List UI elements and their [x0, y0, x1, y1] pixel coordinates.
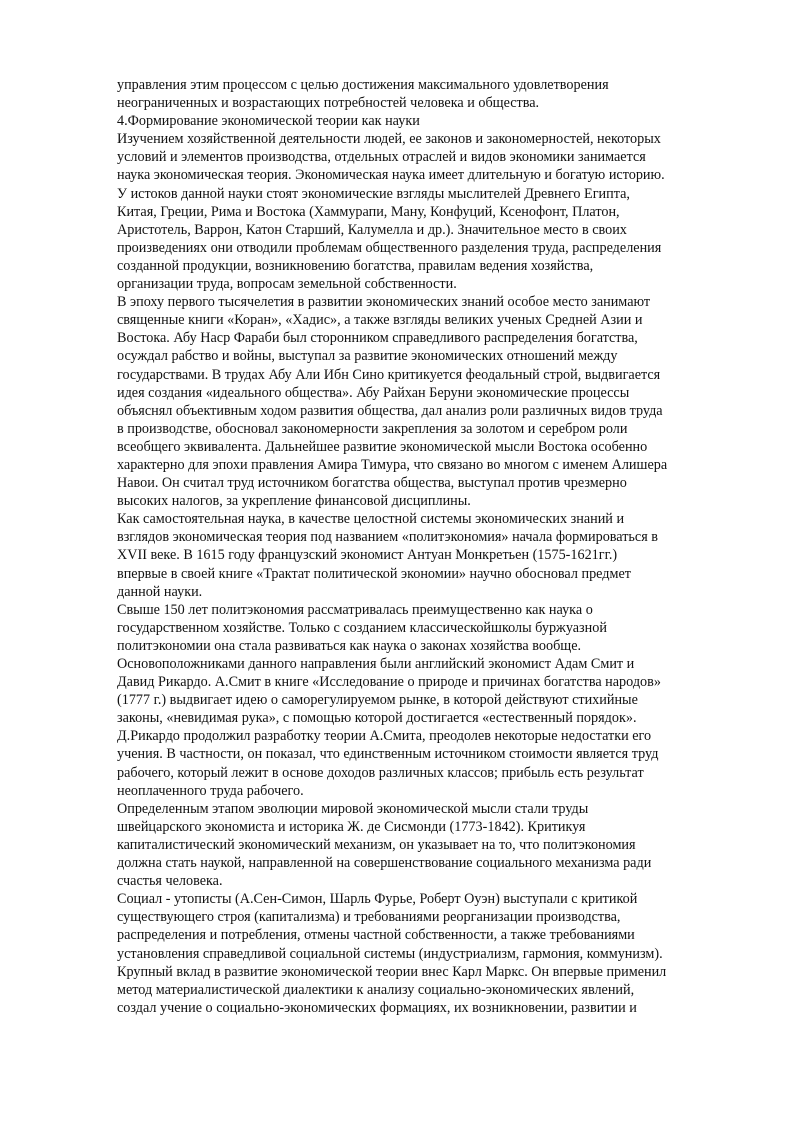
- text-line: Навои. Он считал труд источником богатства общества, выступал против чрезмерно: [117, 475, 627, 492]
- text-line: Определенным этапом эволюции мировой экономической мысли стали труды: [117, 800, 589, 817]
- text-line: законы, «невидимая рука», с помощью которой достигается «естественный порядок».: [117, 710, 637, 727]
- text-line: управления этим процессом с целью достижения максимального удовлетворения: [117, 77, 609, 93]
- text-line: счастья человека.: [117, 873, 223, 890]
- text-line: Социал - утописты (А.Сен-Симон, Шарль Фурье, Роберт Оуэн) выступали с критикой: [117, 891, 638, 908]
- text-line: установления справедливой социальной системы (индустриализм, гармония, коммунизм).: [117, 945, 663, 962]
- text-line: государственном хозяйстве. Только с созданием классическойшколы буржуазной: [117, 619, 607, 636]
- text-line: Свыше 150 лет политэкономия рассматривалась преимущественно как наука о: [117, 601, 593, 618]
- text-line: священные книги «Коран», «Хадис», а также взгляды великих ученых Средней Азии и: [117, 312, 643, 329]
- text-line: У истоков данной науки стоят экономические взгляды мыслителей Древнего Египта,: [117, 185, 630, 202]
- text-line: наука экономическая теория. Экономическая наука имеет длительную и богатую историю.: [117, 167, 665, 184]
- section-heading: 4.Формирование экономической теории как науки: [117, 113, 420, 130]
- text-line: высоких налогов, за укрепление финансовой дисциплины.: [117, 493, 471, 510]
- text-line: существующего строя (капитализма) и требованиями реорганизации производства,: [117, 909, 621, 926]
- text-line: швейцарского экономиста и историка Ж. де Сисмонди (1773-1842). Критикуя: [117, 818, 586, 835]
- text-line: взглядов экономическая теория под названием «политэкономия» начала формироваться в: [117, 529, 658, 546]
- text-line: государствами. В трудах Абу Али Ибн Сино критикуется феодальный строй, выдвигается: [117, 366, 661, 383]
- text-line: Востока. Абу Наср Фараби был сторонником справедливого распределения богатства,: [117, 330, 638, 347]
- text-line: характерно для эпохи правления Амира Тимура, что связано во многом с именем Алишера: [117, 456, 668, 473]
- text-line: капиталистический экономический механизм, он указывает на то, что политэкономия: [117, 836, 636, 853]
- text-line: произведениях они отводили проблемам общественного разделения труда, распределения: [117, 239, 662, 256]
- text-line: Крупный вклад в развитие экономической теории внес Карл Маркс. Он впервые применил: [117, 963, 667, 980]
- text-line: рабочего, который лежит в основе доходов различных классов; прибыль есть результат: [117, 764, 644, 781]
- text-line: осуждал рабство и войны, выступал за развитие экономических отношений между: [117, 348, 618, 365]
- text-line: созданной продукции, возникновению богатства, правилам ведения хозяйства,: [117, 257, 594, 274]
- text-line: Давид Рикардо. А.Смит в книге «Исследование о природе и причинах богатства народов»: [117, 674, 661, 691]
- text-line: В эпоху первого тысячелетия в развитии экономических знаний особое место занимают: [117, 294, 651, 311]
- text-line: неограниченных и возрастающих потребностей человека и общества.: [117, 95, 540, 112]
- text-line: распределения и потребления, отмены частной собственности, а также требованиями: [117, 927, 635, 944]
- text-line: в производстве, обосновал закономерности закрепления за золотом и серебром роли: [117, 420, 628, 437]
- text-line: впервые в своей книге «Трактат политической экономии» научно обосновал предмет: [117, 565, 631, 582]
- text-line: неоплаченного труда рабочего.: [117, 782, 304, 799]
- text-line: идея создания «идеального общества». Абу Райхан Беруни экономические процессы: [117, 384, 630, 401]
- text-line: Д.Рикардо продолжил разработку теории А.Смита, преодолев некоторые недостатки его: [117, 728, 652, 745]
- text-line: Основоположниками данного направления были английский экономист Адам Смит и: [117, 656, 635, 672]
- text-line: Китая, Греции, Рима и Востока (Хаммурапи, Ману, Конфуций, Ксенофонт, Платон,: [117, 203, 620, 220]
- text-line: должна стать наукой, направленной на совершенствование социального механизма ради: [117, 855, 652, 872]
- text-line: (1777 г.) выдвигает идею о саморегулируемом рынке, в которой действуют стихийные: [117, 692, 638, 709]
- text-line: условий и элементов производства, отдельных отраслей и видов экономики занимается: [117, 149, 646, 166]
- text-line: создал учение о социально-экономических формациях, их возникновении, развитии и: [117, 999, 637, 1016]
- text-line: всеобщего эквивалента. Дальнейшее развитие экономической мысли Востока особенно: [117, 438, 648, 455]
- text-line: метод материалистической диалектики к анализу социально-экономических явлений,: [117, 981, 635, 998]
- document-page: [117, 76, 717, 1017]
- text-line: Изучением хозяйственной деятельности людей, ее законов и закономерностей, некоторых: [117, 131, 661, 148]
- text-line: организации труда, вопросам земельной собственности.: [117, 276, 457, 293]
- text-line: данной науки.: [117, 583, 203, 600]
- text-line: политэкономии она стала развиваться как наука о законах хозяйства вообще.: [117, 637, 582, 654]
- text-line: объяснял объективным ходом развития общества, дал анализ роли различных видов труда: [117, 402, 663, 419]
- text-line: XVII веке. В 1615 году французский экономист Антуан Монкретьен (1575-1621гг.): [117, 547, 618, 564]
- text-line: Как самостоятельная наука, в качестве целостной системы экономических знаний и: [117, 511, 625, 528]
- text-line: Аристотель, Варрон, Катон Старший, Калумелла и др.). Значительное место в своих: [117, 221, 627, 238]
- text-line: учения. В частности, он показал, что единственным источником стоимости является труд: [117, 746, 659, 763]
